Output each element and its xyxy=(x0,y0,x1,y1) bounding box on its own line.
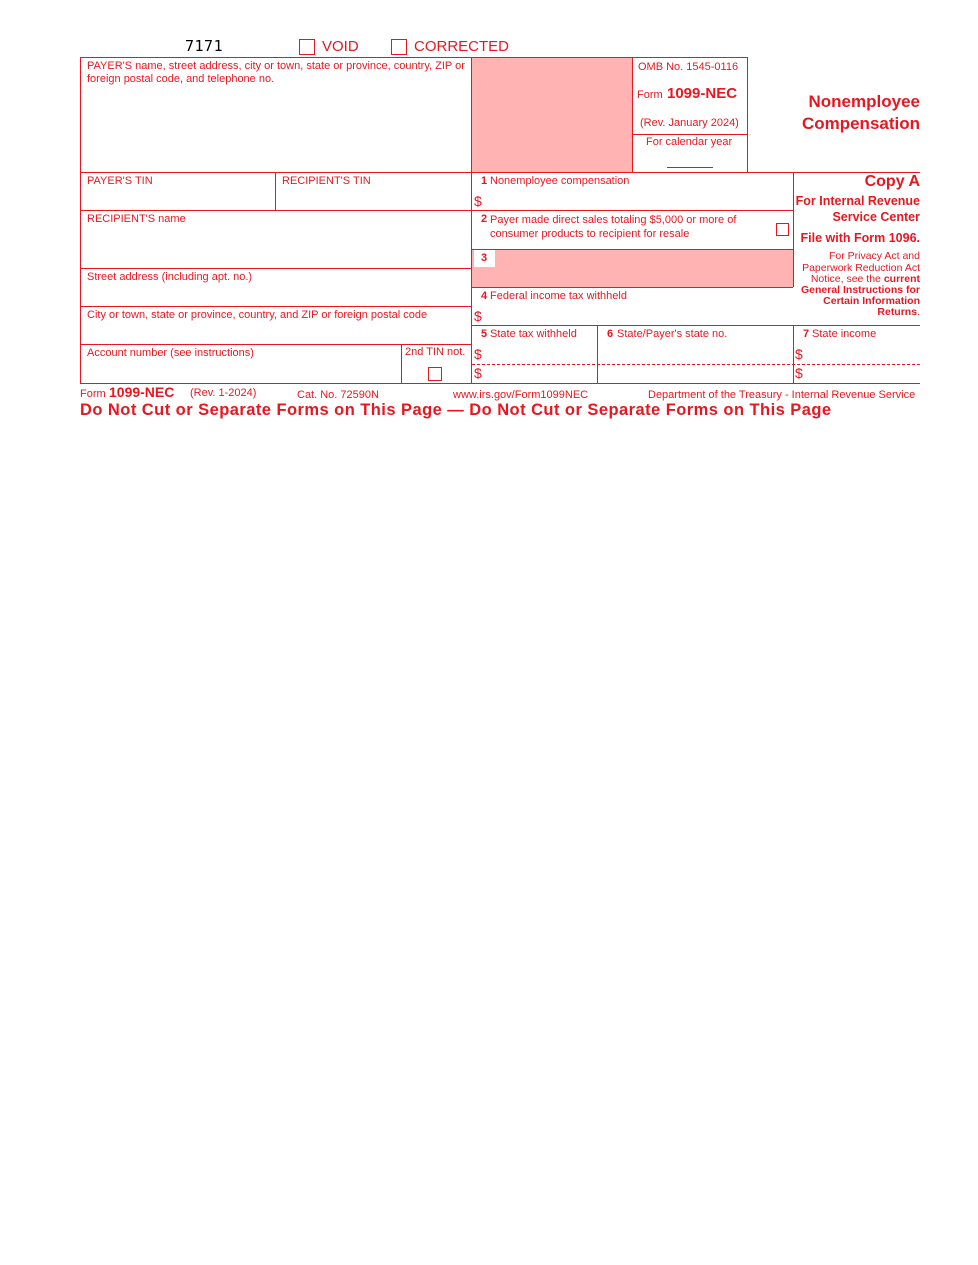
box1-field[interactable] xyxy=(486,190,792,210)
omb-form-prefix: Form xyxy=(637,89,663,101)
box5-field-2[interactable] xyxy=(486,365,596,383)
rule xyxy=(472,325,920,326)
footer-cat: Cat. No. 72590N xyxy=(297,389,379,401)
form-title-line1: Nonemployee xyxy=(808,92,920,111)
box7-label: State income xyxy=(812,328,877,340)
second-tin-label: 2nd TIN not. xyxy=(405,346,466,358)
box2-number: 2 xyxy=(481,213,488,225)
do-not-cut-warning: Do Not Cut or Separate Forms on This Page — Do Not Cut or Separate Forms on This Page xyxy=(80,401,832,419)
rule xyxy=(80,268,472,269)
rule xyxy=(747,57,748,172)
box5-number: 5 xyxy=(481,328,488,340)
payer-tin-field[interactable] xyxy=(81,188,275,210)
second-tin-checkbox[interactable] xyxy=(428,367,442,381)
privacy-line6 xyxy=(795,307,920,318)
copy-title: Copy A xyxy=(864,173,920,190)
box1-dollar: $ xyxy=(474,193,482,209)
box5-label: State tax withheld xyxy=(490,328,577,340)
omb-number: OMB No. 1545-0116 xyxy=(638,61,739,73)
recipient-tin-field[interactable] xyxy=(276,188,471,210)
box4-label: Federal income tax withheld xyxy=(490,290,627,302)
privacy-line1: For Privacy Act and xyxy=(828,250,920,262)
privacy-line6a: Returns xyxy=(877,306,918,318)
account-number-label: Account number (see instructions) xyxy=(87,347,254,359)
rule xyxy=(793,325,794,384)
privacy-line2: Paperwork Reduction Act xyxy=(802,262,920,274)
city-label: City or town, state or province, country, and ZIP or foreign postal code xyxy=(87,309,428,321)
box7-dollar-2: $ xyxy=(795,365,803,381)
payer-tin-label: PAYER'S TIN xyxy=(87,175,153,187)
rule xyxy=(401,344,402,384)
box1-number: 1 xyxy=(481,175,488,187)
rule xyxy=(80,383,920,384)
rule xyxy=(472,287,793,288)
recipient-name-label: RECIPIENT'S name xyxy=(87,213,186,225)
city-field[interactable] xyxy=(81,323,471,344)
copy-irs-line1: For Internal Revenue xyxy=(795,194,920,208)
rule xyxy=(632,57,633,172)
privacy-line4: General Instructions for xyxy=(800,284,920,296)
payer-name-label: PAYER'S name, street address, city or town, state or province, country, ZIP or foreign postal code, and telephone no. xyxy=(87,60,465,85)
copy-file-with: File with Form 1096. xyxy=(800,231,920,245)
rule xyxy=(80,210,793,211)
box7-field-2[interactable] xyxy=(806,365,920,383)
box5-dollar-2: $ xyxy=(474,365,482,381)
rule xyxy=(632,134,748,135)
box6-number: 6 xyxy=(607,328,614,340)
recipient-name-field[interactable] xyxy=(81,228,471,268)
form-title-line2: Compensation xyxy=(801,114,920,133)
box6-label: State/Payer's state no. xyxy=(617,328,728,340)
box4-dollar: $ xyxy=(474,308,482,324)
rule xyxy=(80,57,748,58)
rule xyxy=(80,306,472,307)
recipient-tin-label: RECIPIENT'S TIN xyxy=(282,175,371,187)
box7-number: 7 xyxy=(803,328,810,340)
box3-number: 3 xyxy=(481,252,488,264)
payer-name-field[interactable] xyxy=(81,86,471,172)
void-label: VOID xyxy=(322,38,359,55)
box6-field-1[interactable] xyxy=(598,344,793,364)
rule xyxy=(472,249,793,250)
street-address-label: Street address (including apt. no.) xyxy=(87,271,253,283)
privacy-line5: Certain Information xyxy=(823,295,920,307)
box7-dollar-1: $ xyxy=(795,346,803,362)
corrected-checkbox[interactable] xyxy=(391,39,407,55)
box4-number: 4 xyxy=(481,290,488,302)
omb-rev: (Rev. January 2024) xyxy=(640,117,739,129)
privacy-line3b: current xyxy=(883,273,920,285)
form-code: 7171 xyxy=(185,37,224,55)
privacy-line3a: Notice, see the xyxy=(810,273,884,285)
box7-field-1[interactable] xyxy=(806,344,920,364)
rule xyxy=(80,344,472,345)
privacy-line6b: . xyxy=(917,306,920,318)
void-checkbox[interactable] xyxy=(299,39,315,55)
footer-dept: Department of the Treasury - Internal Revenue Service xyxy=(648,389,916,401)
footer-form-name: 1099-NEC xyxy=(109,384,175,400)
rule xyxy=(80,172,920,173)
box1-label: Nonemployee compensation xyxy=(490,175,630,187)
box2-checkbox[interactable] xyxy=(776,223,789,236)
footer-url: www.irs.gov/Form1099NEC xyxy=(453,389,589,401)
footer-rev: (Rev. 1-2024) xyxy=(190,387,257,399)
calendar-year-line xyxy=(667,167,713,168)
box5-field-1[interactable] xyxy=(486,344,596,364)
box4-field[interactable] xyxy=(486,305,792,325)
box6-field-2[interactable] xyxy=(598,365,793,383)
footer-form-prefix: Form xyxy=(80,388,106,400)
copy-irs-line2: Service Center xyxy=(832,210,920,224)
shaded-area-top xyxy=(472,58,632,172)
box5-dollar-1: $ xyxy=(474,346,482,362)
street-address-field[interactable] xyxy=(81,285,471,306)
calendar-year-label: For calendar year xyxy=(646,136,733,148)
rule xyxy=(471,57,472,384)
calendar-year-field[interactable] xyxy=(667,150,713,167)
account-number-field[interactable] xyxy=(81,362,401,383)
omb-form-name: 1099-NEC xyxy=(667,85,738,102)
box2-label: Payer made direct sales totaling $5,000 or more of consumer products to recipient for resale xyxy=(490,214,737,240)
corrected-label: CORRECTED xyxy=(414,38,510,55)
box3-shaded xyxy=(472,249,793,287)
